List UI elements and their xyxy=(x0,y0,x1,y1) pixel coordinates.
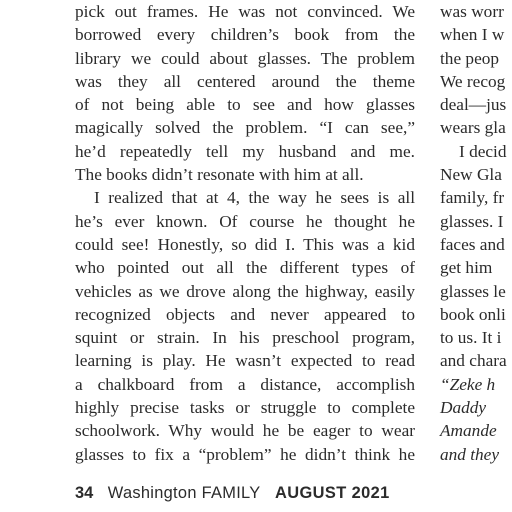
text-line: he’d repeatedly tell my husband and me. xyxy=(75,141,415,161)
text-line: deal—jus xyxy=(440,95,507,115)
text-line: was worr xyxy=(440,2,504,21)
text-line: Amande xyxy=(440,421,497,441)
page-number: 34 xyxy=(75,484,94,502)
issue-date: AUGUST 2021 xyxy=(275,484,390,502)
text-line: glasses to fix a “problem” he didn’t think he xyxy=(75,444,415,464)
text-line: glasses le xyxy=(440,281,506,301)
text-line: family, fr xyxy=(440,188,505,208)
magazine-name: Washington FAMILY xyxy=(107,484,261,502)
article-right-column xyxy=(440,0,512,466)
text-line: New Gla xyxy=(440,165,502,185)
text-line: “Zeke h xyxy=(440,374,496,394)
text-line: could see! Honestly, so did I. This was a kid xyxy=(75,234,415,254)
text-line: I realized that at 4, the way he sees is all xyxy=(94,188,415,208)
page-footer xyxy=(75,482,435,504)
text-line: borrowed every children’s book from the xyxy=(75,25,415,45)
text-line: glasses. I xyxy=(440,211,504,231)
text-line: who pointed out all the different types of xyxy=(75,258,415,278)
text-line: We recog xyxy=(440,71,506,91)
text-line: highly precise tasks or struggle to complete xyxy=(75,398,415,418)
text-line: get him xyxy=(440,258,493,278)
text-line: vehicles as we drove along the highway, easily xyxy=(75,281,415,301)
text-line: learning is play. He wasn’t expected to read xyxy=(75,351,415,371)
text-line: library we could about glasses. The problem xyxy=(75,48,415,68)
text-line: squint or strain. In his preschool program, xyxy=(75,328,415,348)
text-line: the peop xyxy=(440,48,500,68)
text-line: schoolwork. Why would he be eager to wear xyxy=(75,421,415,441)
text-line: I decid xyxy=(459,141,507,161)
text-line: book onli xyxy=(440,304,506,324)
text-line: a chalkboard from a distance, accomplish xyxy=(75,374,415,394)
text-line: he’s ever known. Of course he thought he xyxy=(75,211,415,231)
text-line: wears gla xyxy=(440,118,506,138)
text-line: recognized objects and never appeared to xyxy=(75,304,415,324)
article-main-column xyxy=(75,0,415,466)
text-line: magically solved the problem. “I can see,” xyxy=(75,118,415,138)
text-line: pick out frames. He was not convinced. We xyxy=(75,2,415,21)
text-line: faces and xyxy=(440,234,505,254)
text-line: The books didn’t resonate with him at all. xyxy=(75,165,364,185)
text-line: of not being able to see and how glasses xyxy=(75,95,415,115)
text-line: and they xyxy=(440,444,500,464)
text-line: and chara xyxy=(440,351,507,371)
text-line: to us. It i xyxy=(440,328,502,348)
text-line: Daddy xyxy=(440,398,487,418)
text-line: was they all centered around the theme xyxy=(75,71,415,91)
text-line: when I w xyxy=(440,25,505,45)
